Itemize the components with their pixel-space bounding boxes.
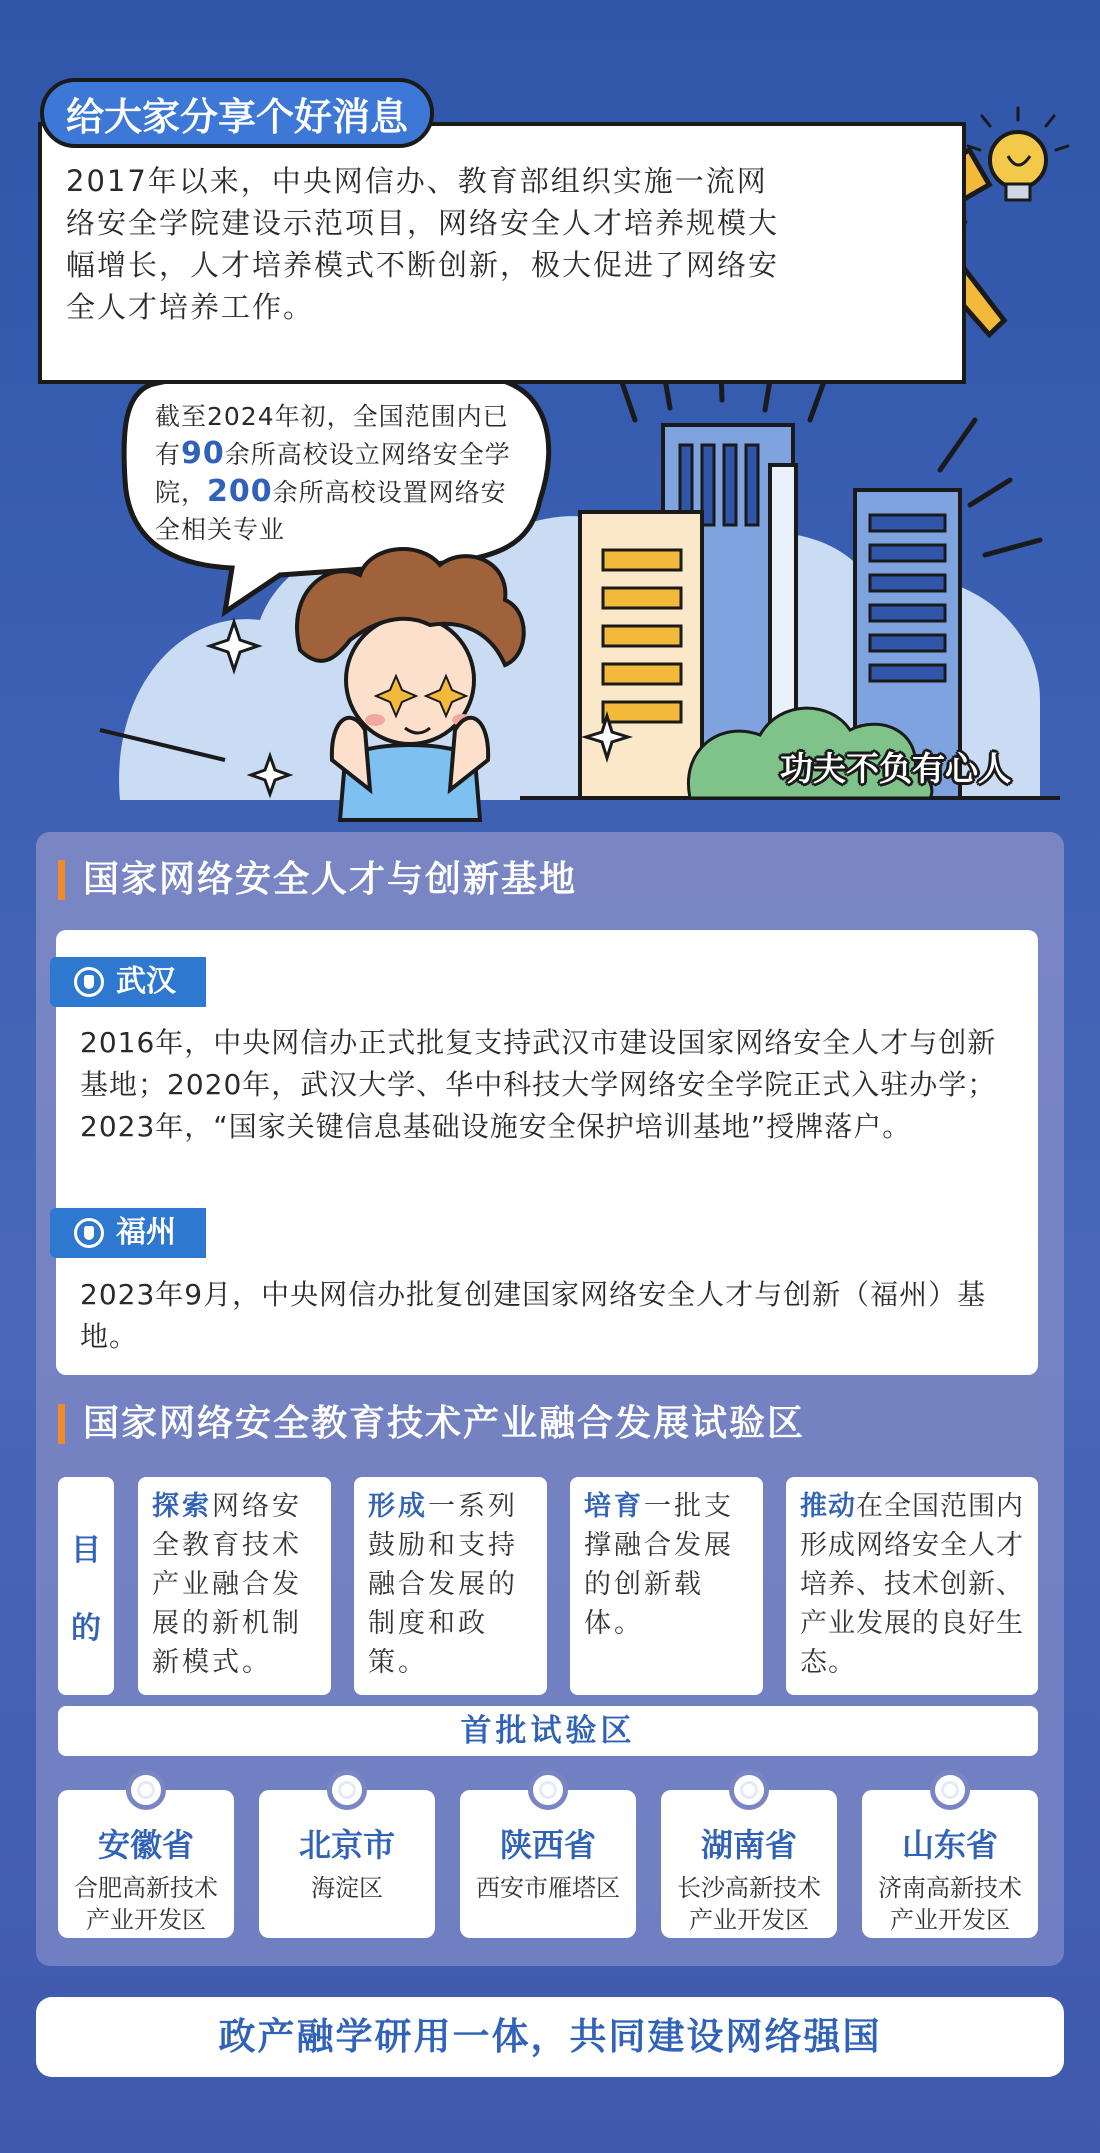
- pin-icon: [327, 1770, 367, 1810]
- shield-icon: [74, 1218, 104, 1248]
- shield-icon: [74, 967, 104, 997]
- section-title-bases: 国家网络安全人才与创新基地: [58, 860, 577, 900]
- pin-icon: [528, 1770, 568, 1810]
- college-count: 90: [181, 436, 225, 471]
- batch-title: 首批试验区: [58, 1706, 1038, 1756]
- intro-text: 2017年以来，中央网信办、教育部组织实施一流网络安全学院建设示范项目，网络安全人才培养规模大幅增长，人才培养模式不断创新，极大促进了网络安全人才培养工作。: [66, 164, 780, 324]
- wuhan-text: 2016年，中央网信办正式批复支持武汉市建设国家网络安全人才与创新基地；2020年，武汉大学、华中科技大学网络安全学院正式入驻办学；2023年，“国家关键信息基础设施安全保护培训基地”授牌落户。: [80, 1026, 997, 1143]
- pin-icon: [126, 1770, 166, 1810]
- footer-slogan: 政产融学研用一体，共同建设网络强国: [36, 1997, 1064, 2077]
- pin-icon: [729, 1770, 769, 1810]
- section-title-zone: 国家网络安全教育技术产业融合发展试验区: [58, 1404, 805, 1444]
- region-card: 陕西省 西安市雁塔区: [460, 1790, 636, 1938]
- fuzhou-text: 2023年9月，中央网信办批复创建国家网络安全人才与创新（福州）基地。: [80, 1278, 987, 1353]
- goal-card: 形成一系列鼓励和支持融合发展的制度和政策。: [354, 1477, 547, 1695]
- goal-card: 培育一批支撑融合发展的创新载体。: [570, 1477, 763, 1695]
- tag-wuhan: 武汉: [50, 957, 206, 1007]
- goal-card: 推动在全国范围内形成网络安全人才培养、技术创新、产业发展的良好生态。: [786, 1477, 1038, 1695]
- tag-fuzhou: 福州: [50, 1208, 206, 1258]
- region-card: 北京市 海淀区: [259, 1790, 435, 1938]
- major-count: 200: [207, 474, 273, 509]
- goal-label: 目 的: [58, 1477, 114, 1695]
- share-title: 给大家分享个好消息: [40, 78, 434, 148]
- region-card: 湖南省 长沙高新技术产业开发区: [661, 1790, 837, 1938]
- region-card: 安徽省 合肥高新技术产业开发区: [58, 1790, 234, 1938]
- speech-bubble-text: 截至2024年初，全国范围内已有90余所高校设立网络安全学院，200余所高校设置网络安全相关专业: [155, 402, 511, 544]
- region-card: 山东省 济南高新技术产业开发区: [862, 1790, 1038, 1938]
- pin-icon: [930, 1770, 970, 1810]
- slogan: 功夫不负有心人: [780, 749, 1011, 788]
- goal-card: 探索网络安全教育技术产业融合发展的新机制新模式。: [138, 1477, 331, 1695]
